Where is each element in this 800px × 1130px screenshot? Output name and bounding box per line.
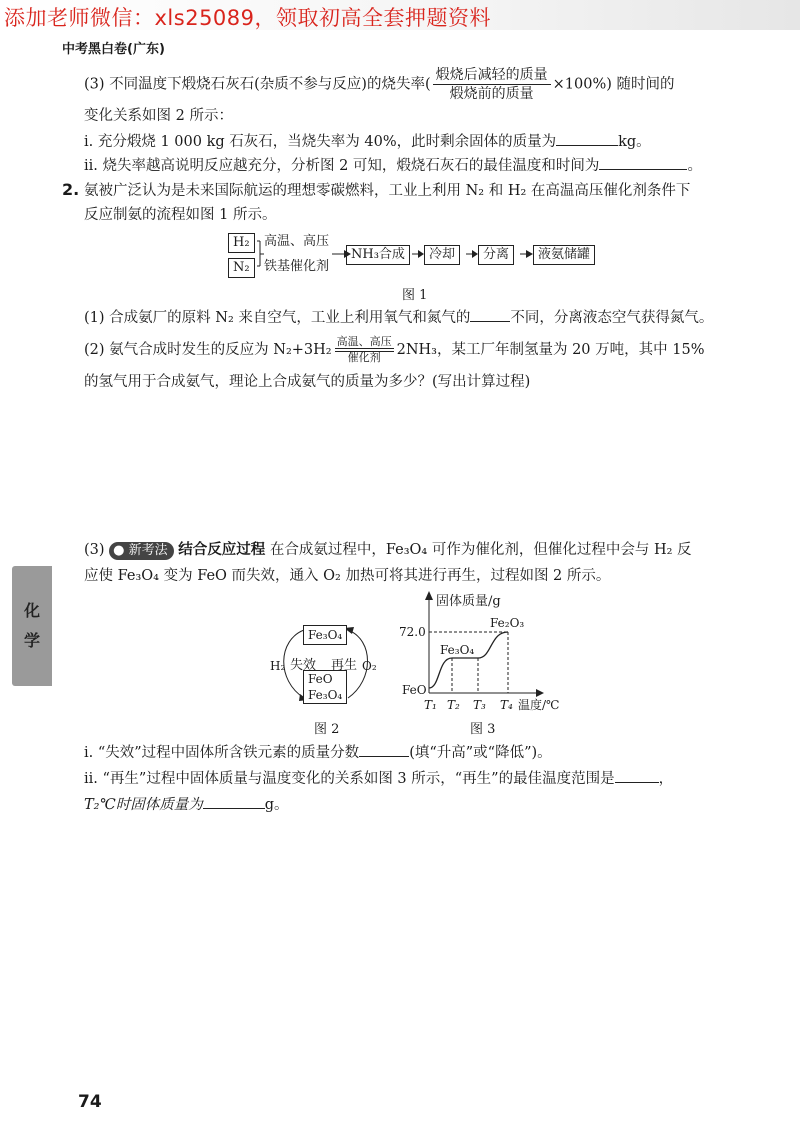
fraction-denominator: 煅烧前的质量 [449, 86, 534, 102]
q1-p3-ii [84, 155, 702, 176]
q2-p3-ii [84, 768, 673, 789]
lightbulb-icon: ● [113, 543, 125, 558]
sentence-end: 。 [687, 158, 702, 174]
q1-p3-i-text: i. 充分煅烧 1 000 kg 石灰石，当烧失率为 40%，此时剩余固体的质量为 [84, 134, 557, 150]
badge-label: 新考法 [128, 543, 168, 558]
fraction-numerator: 煅烧后减轻的质量 [433, 66, 551, 85]
q2-p3-line2: 应使 Fe₃O₄ 变为 FeO 而失效，通入 O₂ 加热可将其进行再生，过程如图 2 所示。 [84, 568, 611, 584]
q2-intro-2: 反应制氨的流程如图 1 所示。 [84, 207, 277, 223]
q1-p3-i [84, 131, 651, 152]
subject-side-tab [12, 566, 52, 686]
q2-p3-iii-end: g。 [264, 797, 289, 813]
q2-p1 [84, 307, 713, 328]
q2-p3-i [84, 742, 552, 763]
q2-p3-number: (3) [84, 542, 105, 558]
q2-p2-line2: 的氢气用于合成氨气，理论上合成氨气的质量为多少？(写出计算过程) [84, 374, 531, 390]
answer-blank[interactable] [359, 742, 409, 757]
q1-p3-prefix: (3) 不同温度下煅烧石灰石(杂质不参与反应)的烧失率( [84, 76, 431, 93]
step-nh3-synthesis: NH₃合成 [346, 245, 410, 265]
fe2o3-plateau-label: Fe₂O₃ [490, 616, 525, 630]
reaction-condition-bottom: 催化剂 [335, 351, 394, 364]
t1-tick: T₁ [424, 698, 437, 712]
q2-p3-bold-label: 结合反应过程 [178, 542, 266, 558]
q2-p3-ii-end: ， [658, 771, 674, 787]
q2-intro-1: 氨被广泛认为是未来国际航运的理想零碳燃料，工业上利用 N₂ 和 H₂ 在高温高压催化剂条件下 [84, 183, 691, 199]
series-title: 中考黑白卷(广东) [62, 42, 165, 57]
q2-p1-text: (1) 合成氨厂的原料 N₂ 来自空气，工业上利用氧气和氮气的 [84, 310, 471, 326]
answer-blank[interactable] [599, 155, 687, 170]
y-tick: 72.0 [399, 625, 426, 639]
answer-blank[interactable] [470, 307, 510, 322]
fe3o4-label: Fe₃O₄ [308, 688, 343, 702]
fe3o4-plateau-label: Fe₃O₄ [440, 643, 475, 657]
condition-bottom: 铁基催化剂 [264, 259, 330, 274]
q1-p3-line1 [84, 66, 675, 103]
q2-p2-post: 2NH₃，某工厂年制氢量为 20 万吨，其中 15% [396, 342, 705, 358]
y-axis-label: 固体质量/g [436, 594, 501, 609]
step-separation: 分离 [478, 245, 514, 265]
t4-tick: T₄ [500, 698, 513, 712]
new-exam-method-badge [109, 542, 174, 560]
fail-label: 失效 [290, 658, 317, 673]
q1-p3-line2: 变化关系如图 2 所示： [84, 108, 233, 124]
flow-arrows [220, 228, 620, 288]
q2-p1-end: 不同，分离液态空气获得氮气。 [510, 310, 714, 326]
fe3o4-box: Fe₃O₄ [303, 625, 347, 645]
q2-p3-i-end: (填“升高”或“降低”)。 [409, 745, 552, 761]
regen-label: 再生 [331, 658, 358, 673]
x-axis-label: 温度/℃ [518, 698, 560, 712]
q2-p3-text: 在合成氨过程中，Fe₃O₄ 可作为催化剂，但催化过程中会与 H₂ 反 [269, 542, 692, 558]
h2-box: H₂ [228, 233, 255, 253]
side-tab-char-2: 学 [23, 631, 40, 650]
reaction-condition [335, 336, 394, 364]
q2-p3-iii-text: T₂℃时固体质量为 [84, 797, 203, 813]
answer-blank[interactable] [615, 768, 659, 783]
q2-p3-ii-text: ii. “再生”过程中固体质量与温度变化的关系如图 3 所示，“再生”的最佳温度范围是 [84, 771, 615, 787]
unit-label: kg。 [618, 134, 651, 150]
n2-box: N₂ [228, 258, 255, 278]
page-number: 74 [78, 1092, 102, 1112]
figure-1-caption: 图 1 [402, 288, 428, 303]
q2-p3-i-text: i. “失效”过程中固体所含铁元素的质量分数 [84, 745, 360, 761]
reaction-condition-top: 高温、高压 [336, 335, 392, 348]
t3-tick: T₃ [473, 698, 486, 712]
t2-tick: T₂ [447, 698, 460, 712]
side-tab-char-1: 化 [23, 601, 40, 620]
condition-top: 高温、高压 [264, 234, 330, 249]
loss-rate-fraction [433, 66, 551, 103]
step-liquid-ammonia-tank: 液氨储罐 [533, 245, 595, 265]
banner-text: 添加老师微信：xls25089，领取初高全套押题资料 [4, 6, 492, 30]
q1-p3-ii-text: ii. 烧失率越高说明反应越充分，分析图 2 可知，煅烧石灰石的最佳温度和时间为 [84, 158, 600, 174]
top-banner [0, 0, 800, 30]
q2-p2-pre: (2) 氨气合成时发生的反应为 N₂+3H₂ [84, 342, 332, 358]
feo-label: FeO [308, 672, 333, 686]
figure-3-caption: 图 3 [470, 722, 496, 737]
y-origin-label: FeO [402, 683, 427, 697]
q1-p3-suffix: ×100%) 随时间的 [552, 76, 675, 93]
q2-p2-line1 [84, 336, 704, 364]
answer-blank[interactable] [556, 131, 618, 146]
figure-2-caption: 图 2 [314, 722, 340, 737]
q2-p3-iii [84, 794, 289, 815]
question-number: 2. [62, 180, 80, 199]
o2-label: O₂ [362, 659, 377, 673]
answer-blank[interactable] [203, 794, 265, 809]
step-cooling: 冷却 [424, 245, 460, 265]
h2-label: H₂ [270, 659, 286, 673]
q2-p3-line1 [84, 540, 692, 560]
